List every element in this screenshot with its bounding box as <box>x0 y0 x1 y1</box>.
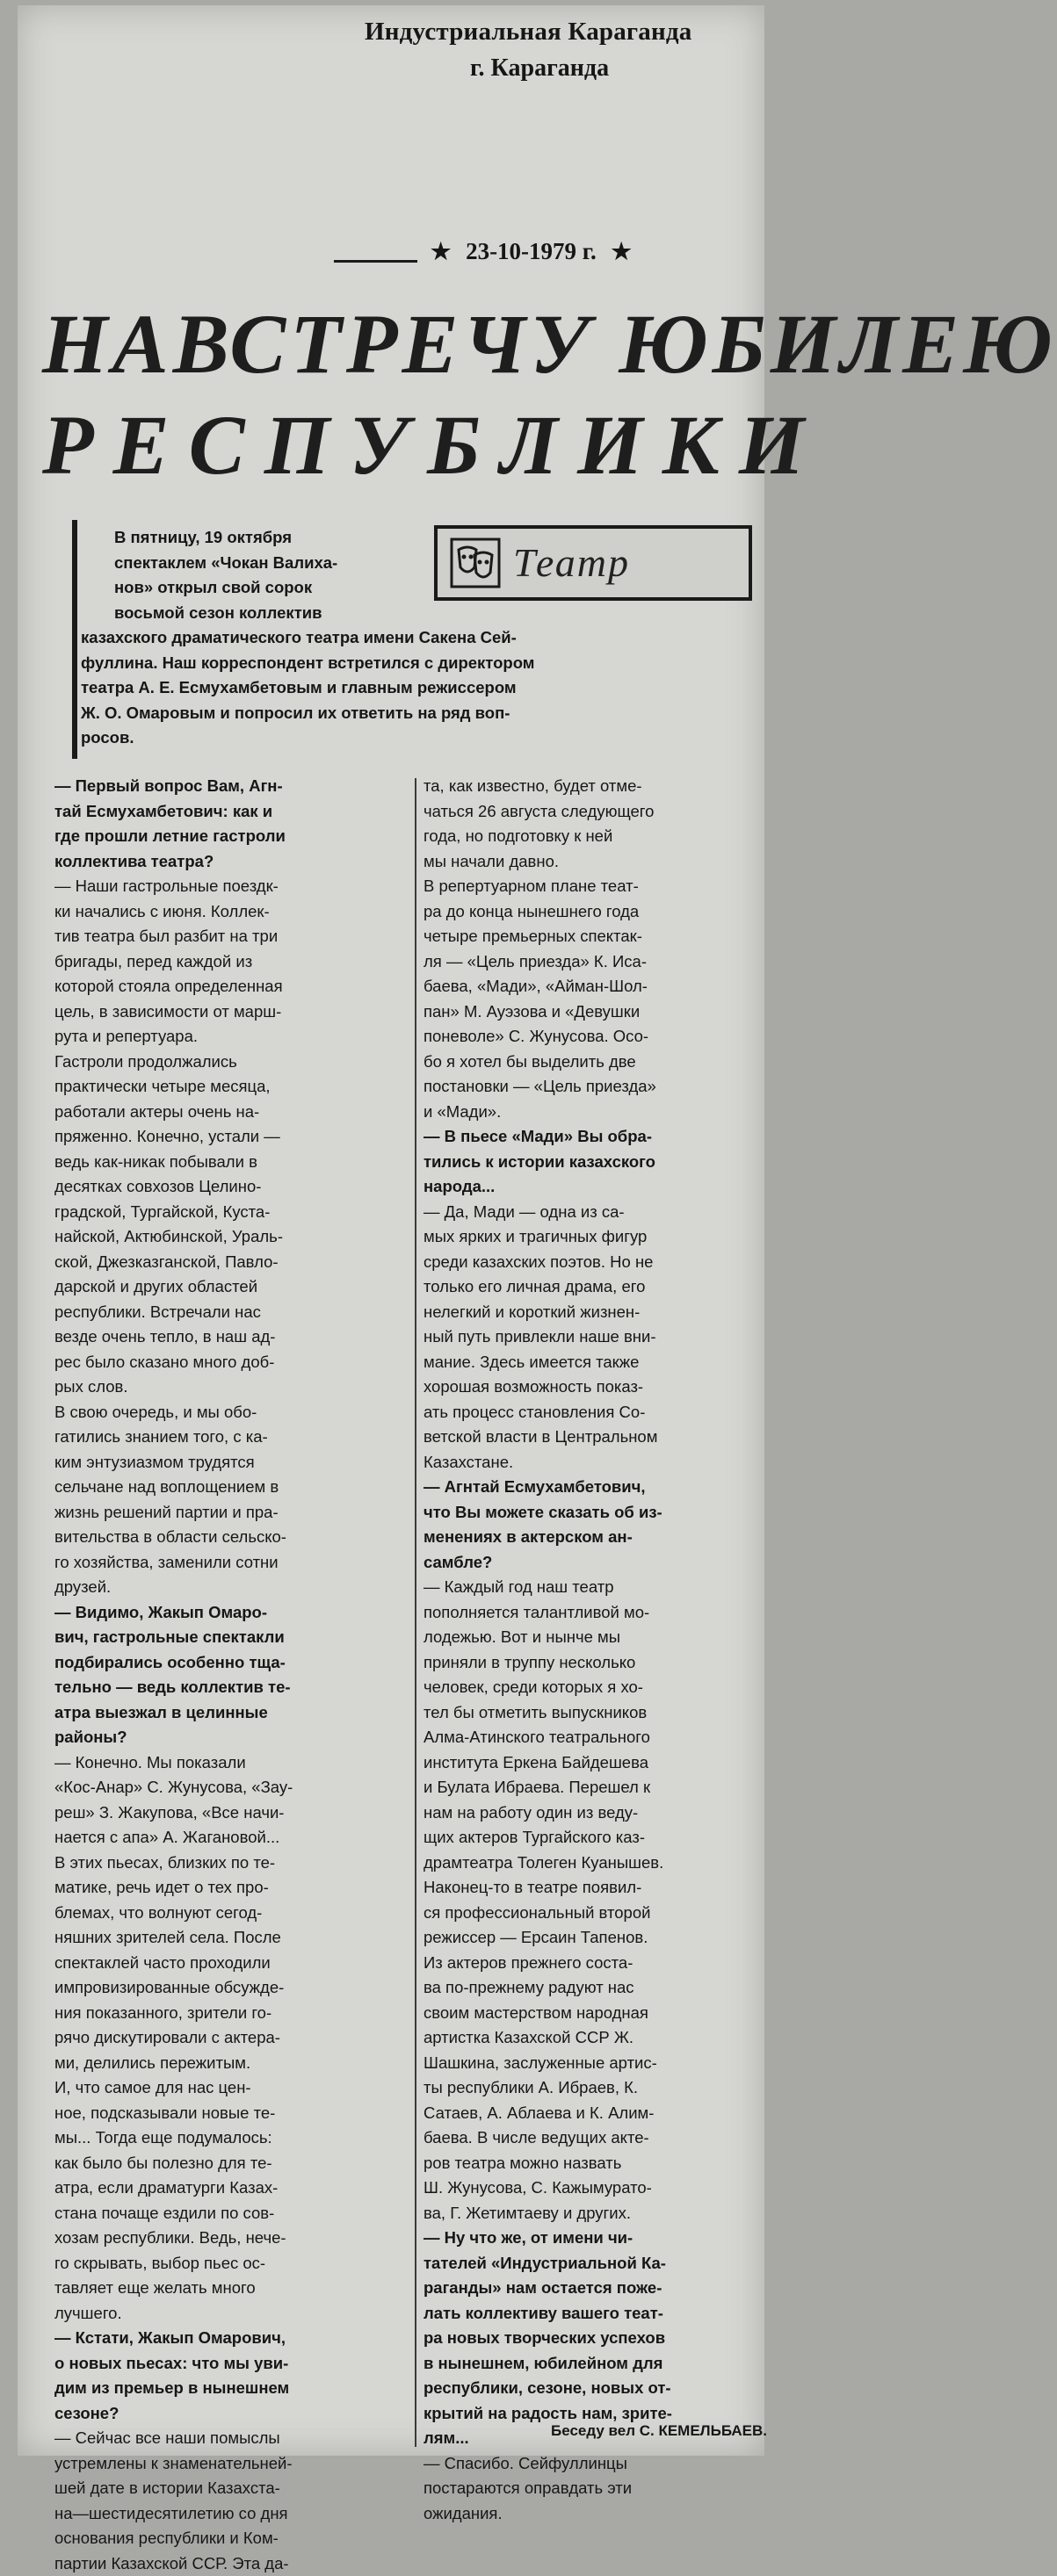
text-line: республики. Встречали нас <box>54 1300 410 1325</box>
text-line: ное, подсказывали новые те- <box>54 2101 410 2126</box>
intro-line: восьмой сезон коллектив <box>114 601 337 626</box>
text-line: нается с апа» А. Жагановой... <box>54 1825 410 1851</box>
text-line: Ш. Жунусова, С. Кажымурато- <box>424 2176 766 2201</box>
theatre-masks-icon <box>450 538 501 588</box>
text-line: и Булата Ибраева. Перешел к <box>424 1775 766 1800</box>
text-line: В этих пьесах, близких по те- <box>54 1851 410 1876</box>
text-line: ской, Джезказганской, Павло- <box>54 1250 410 1275</box>
question-line: крытий на радость нам, зрите- <box>424 2401 766 2427</box>
intro-bar <box>72 520 77 759</box>
text-line: ки начались с июня. Коллек- <box>54 899 410 925</box>
text-line: Наконец-то в театре появил- <box>424 1875 766 1901</box>
text-line: та, как известно, будет отме- <box>424 774 766 799</box>
text-line: Казахстане. <box>424 1450 766 1476</box>
text-line: ким энтузиазмом трудятся <box>54 1450 410 1476</box>
text-line: ный путь привлекли наше вни- <box>424 1324 766 1350</box>
question-line: атра выезжал в целинные <box>54 1700 410 1726</box>
column-divider <box>415 778 416 2447</box>
text-line: мы начали давно. <box>424 849 766 875</box>
question-line: самбле? <box>424 1550 766 1576</box>
date-rule <box>334 260 417 263</box>
text-line: нам на работу один из веду- <box>424 1800 766 1826</box>
text-line: мание. Здесь имеется также <box>424 1350 766 1375</box>
text-line: градской, Тургайской, Куста- <box>54 1200 410 1225</box>
headline-line-1: НАВСТРЕЧУ ЮБИЛЕЮ <box>42 295 771 393</box>
text-line: найской, Актюбинской, Ураль- <box>54 1224 410 1250</box>
text-line: работали актеры очень на- <box>54 1100 410 1125</box>
newspaper-clipping <box>18 5 764 2456</box>
text-line: режиссер — Ерсаин Тапенов. <box>424 1925 766 1951</box>
text-line: пополняется талантливой мо- <box>424 1600 766 1626</box>
text-line: пан» М. Ауэзова и «Девушки <box>424 999 766 1025</box>
text-line: рячо дискутировали с актера- <box>54 2025 410 2051</box>
text-line: ля — «Цель приезда» К. Иса- <box>424 949 766 975</box>
text-line: — Конечно. Мы показали <box>54 1750 410 1776</box>
text-line: ров театра можно назвать <box>424 2151 766 2176</box>
issue-date: 23-10-1979 г. <box>466 238 597 264</box>
text-line: тив театра был разбит на три <box>54 924 410 949</box>
text-line: ать процесс становления Со- <box>424 1400 766 1425</box>
text-line: Из актеров прежнего соста- <box>424 1951 766 1976</box>
intro-line: фуллина. Наш корреспондент встретился с директором <box>81 651 534 676</box>
text-line: которой стояла определенная <box>54 974 410 999</box>
text-line: го скрывать, выбор пьес ос- <box>54 2251 410 2277</box>
question-line: — Кстати, Жакып Омарович, <box>54 2326 410 2351</box>
question-line: в нынешнем, юбилейном для <box>424 2351 766 2377</box>
text-line: няшних зрителей села. После <box>54 1925 410 1951</box>
text-line: мых ярких и трагичных фигур <box>424 1224 766 1250</box>
text-line: человек, среди которых я хо- <box>424 1675 766 1700</box>
text-line: основания республики и Ком- <box>54 2526 410 2551</box>
intro-part-a <box>114 525 337 625</box>
intro-line: Ж. О. Омаровым и попросил их ответить на ряд воп- <box>81 701 534 726</box>
text-line: и «Мади». <box>424 1100 766 1125</box>
text-line: бо я хотел бы выделить две <box>424 1050 766 1075</box>
publication-name: Индустриальная Караганда <box>365 18 691 47</box>
question-line: районы? <box>54 1725 410 1750</box>
question-line: тателей «Индустриальной Ка- <box>424 2251 766 2277</box>
text-line: ва, Г. Жетимтаеву и других. <box>424 2201 766 2226</box>
question-line: — В пьесе «Мади» Вы обра- <box>424 1124 766 1150</box>
question-line: что Вы можете сказать об из- <box>424 1500 766 1526</box>
text-line: — Наши гастрольные поездк- <box>54 874 410 899</box>
text-line: ся профессиональный второй <box>424 1901 766 1926</box>
text-line: хорошая возможность показ- <box>424 1375 766 1400</box>
text-line: лодежью. Вот и нынче мы <box>424 1625 766 1650</box>
text-line: го хозяйства, заменили сотни <box>54 1550 410 1576</box>
text-line: атра, если драматурги Казах- <box>54 2176 410 2201</box>
star-icon: ★ <box>431 239 451 264</box>
text-line: ра до конца нынешнего года <box>424 899 766 925</box>
text-line: на—шестидесятилетию со дня <box>54 2501 410 2527</box>
question-line: дим из премьер в нынешнем <box>54 2376 410 2401</box>
text-line: лучшего. <box>54 2301 410 2327</box>
text-line: В репертуарном плане теат- <box>424 874 766 899</box>
question-line: тились к истории казахского <box>424 1150 766 1175</box>
star-icon: ★ <box>612 239 632 264</box>
intro-line: В пятницу, 19 октября <box>114 525 337 551</box>
intro-line: спектаклем «Чокан Валиха- <box>114 551 337 576</box>
rubric-label: Театр <box>513 539 630 586</box>
text-line: реш» З. Жакупова, «Все начи- <box>54 1800 410 1826</box>
text-line: десятках совхозов Целино- <box>54 1174 410 1200</box>
text-line: рес было сказано много доб- <box>54 1350 410 1375</box>
intro-line: нов» открыл свой сорок <box>114 575 337 601</box>
text-line: как было бы полезно для те- <box>54 2151 410 2176</box>
question-line: сезоне? <box>54 2401 410 2427</box>
question-line: ра новых творческих успехов <box>424 2326 766 2351</box>
question-line: — Ну что же, от имени чи- <box>424 2226 766 2251</box>
headline-line-2: РЕСПУБЛИКИ <box>42 396 771 494</box>
text-line: тавляет еще желать много <box>54 2276 410 2301</box>
text-line: — Каждый год наш театр <box>424 1575 766 1600</box>
question-line: менениях в актерском ан- <box>424 1525 766 1550</box>
text-line: щих актеров Тургайского каз- <box>424 1825 766 1851</box>
intro-line: казахского драматического театра имени Сакена Сей- <box>81 625 534 651</box>
text-line: среди казахских поэтов. Но не <box>424 1250 766 1275</box>
text-line: ния показанного, зрители го- <box>54 2001 410 2026</box>
text-line: шей дате в истории Казахста- <box>54 2476 410 2501</box>
text-line: вительства в области сельско- <box>54 1525 410 1550</box>
question-line: раганды» нам остается поже- <box>424 2276 766 2301</box>
question-line: подбирались особенно тща- <box>54 1650 410 1676</box>
text-line: Гастроли продолжались <box>54 1050 410 1075</box>
text-line: В свою очередь, и мы обо- <box>54 1400 410 1425</box>
question-line: коллектива театра? <box>54 849 410 875</box>
question-line: тельно — ведь коллектив те- <box>54 1675 410 1700</box>
text-line: ведь как-никак побывали в <box>54 1150 410 1175</box>
text-line: Алма-Атинского театрального <box>424 1725 766 1750</box>
text-line: нелегкий и короткий жизнен- <box>424 1300 766 1325</box>
question-line: о новых пьесах: что мы уви- <box>54 2351 410 2377</box>
question-line: где прошли летние гастроли <box>54 824 410 849</box>
text-line: постараются оправдать эти <box>424 2476 766 2501</box>
text-line: матике, речь идет о тех про- <box>54 1875 410 1901</box>
question-line: республики, сезоне, новых от- <box>424 2376 766 2401</box>
text-line: гатились знанием того, с ка- <box>54 1425 410 1450</box>
publication-city: г. Караганда <box>470 54 609 83</box>
text-line: И, что самое для нас цен- <box>54 2075 410 2101</box>
text-line: практически четыре месяца, <box>54 1074 410 1100</box>
question-line: — Первый вопрос Вам, Агн- <box>54 774 410 799</box>
text-line: дарской и других областей <box>54 1274 410 1300</box>
text-line: — Спасибо. Сейфуллинцы <box>424 2451 766 2477</box>
question-line: лям... <box>424 2426 766 2451</box>
text-line: драмтеатра Толеген Куанышев. <box>424 1851 766 1876</box>
text-line: пряженно. Конечно, устали — <box>54 1124 410 1150</box>
text-line: ты республики А. Ибраев, К. <box>424 2075 766 2101</box>
byline: Беседу вел С. КЕМЕЛЬБАЕВ. <box>551 2422 767 2440</box>
intro-line: росов. <box>81 725 534 751</box>
text-line: ми, делились пережитым. <box>54 2051 410 2076</box>
text-line: чаться 26 августа следующего <box>424 799 766 825</box>
text-line: «Кос-Анар» С. Жунусова, «Зау- <box>54 1775 410 1800</box>
question-line: — Агнтай Есмухамбетович, <box>424 1475 766 1500</box>
question-line: — Видимо, Жакып Омаро- <box>54 1600 410 1626</box>
text-line: жизнь решений партии и пра- <box>54 1500 410 1526</box>
intro-part-b <box>81 625 534 751</box>
text-line: Шашкина, заслуженные артис- <box>424 2051 766 2076</box>
text-line: спектаклей часто проходили <box>54 1951 410 1976</box>
text-line: блемах, что волнуют сегод- <box>54 1901 410 1926</box>
text-line: ва по-прежнему радуют нас <box>424 1975 766 2001</box>
text-line: рых слов. <box>54 1375 410 1400</box>
text-line: Сатаев, А. Аблаева и К. Алим- <box>424 2101 766 2126</box>
text-line: мы... Тогда еще подумалось: <box>54 2125 410 2151</box>
text-line: рута и репертуара. <box>54 1024 410 1050</box>
article-right-column <box>424 774 766 2526</box>
text-line: ожидания. <box>424 2501 766 2527</box>
issue-date-row <box>422 238 641 265</box>
text-line: баева, «Мади», «Айман-Шол- <box>424 974 766 999</box>
article-left-column <box>54 774 410 2576</box>
text-line: баева. В числе ведущих акте- <box>424 2125 766 2151</box>
text-line: сельчане над воплощением в <box>54 1475 410 1500</box>
text-line: постановки — «Цель приезда» <box>424 1074 766 1100</box>
text-line: своим мастерством народная <box>424 2001 766 2026</box>
theatre-rubric <box>434 525 752 601</box>
text-line: импровизированные обсужде- <box>54 1975 410 2001</box>
text-line: четыре премьерных спектак- <box>424 924 766 949</box>
text-line: года, но подготовку к ней <box>424 824 766 849</box>
text-line: тел бы отметить выпускников <box>424 1700 766 1726</box>
text-line: стана почаще ездили по сов- <box>54 2201 410 2226</box>
text-line: института Еркена Байдешева <box>424 1750 766 1776</box>
text-line: хозам республики. Ведь, нече- <box>54 2226 410 2251</box>
text-line: поневоле» С. Жунусова. Осо- <box>424 1024 766 1050</box>
text-line: только его личная драма, его <box>424 1274 766 1300</box>
text-line: бригады, перед каждой из <box>54 949 410 975</box>
text-line: приняли в труппу несколько <box>424 1650 766 1676</box>
text-line: устремлены к знаменательней- <box>54 2451 410 2477</box>
question-line: народа... <box>424 1174 766 1200</box>
text-line: ветской власти в Центральном <box>424 1425 766 1450</box>
text-line: — Сейчас все наши помыслы <box>54 2426 410 2451</box>
text-line: друзей. <box>54 1575 410 1600</box>
text-line: артистка Казахской ССР Ж. <box>424 2025 766 2051</box>
question-line: вич, гастрольные спектакли <box>54 1625 410 1650</box>
intro-line: театра А. Е. Есмухамбетовым и главным режиссером <box>81 675 534 701</box>
text-line: — Да, Мади — одна из са- <box>424 1200 766 1225</box>
text-line: везде очень тепло, в наш ад- <box>54 1324 410 1350</box>
question-line: тай Есмухамбетович: как и <box>54 799 410 825</box>
text-line: цель, в зависимости от марш- <box>54 999 410 1025</box>
text-line: партии Казахской ССР. Эта да- <box>54 2551 410 2576</box>
question-line: лать коллективу вашего теат- <box>424 2301 766 2327</box>
